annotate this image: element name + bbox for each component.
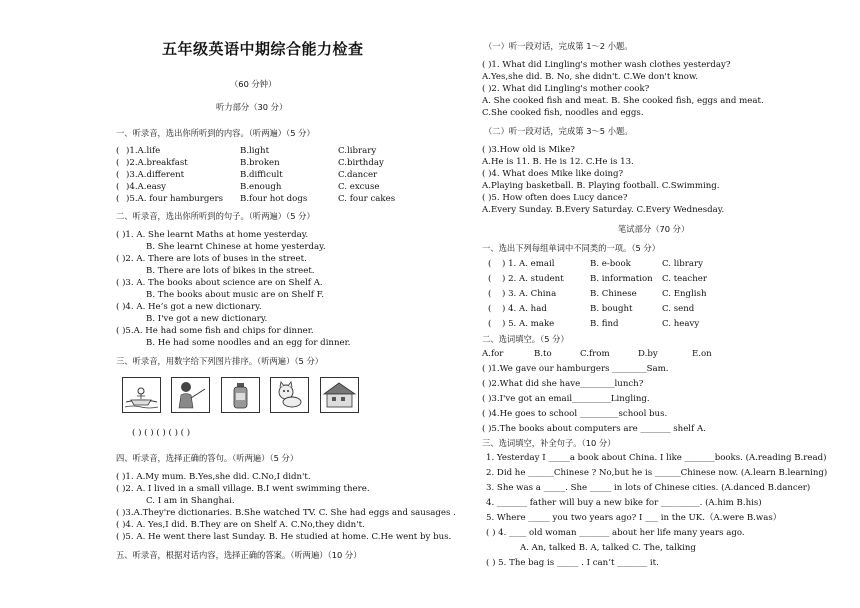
answer-paren[interactable]: ( <box>488 274 492 284</box>
option-a: ) 3. A. China <box>502 289 557 299</box>
question-line: ( )1. A.My mum. B.Yes,she did. C.No,I didn't. <box>116 472 311 482</box>
option-b: B.four hot dogs <box>240 194 308 204</box>
listening-section-header: 听力部分（30 分） <box>216 102 288 112</box>
house-picture <box>320 377 359 413</box>
option-c: C. send <box>662 304 695 314</box>
question-line: ( )5.A. He had some fish and chips for dinner. <box>116 326 314 336</box>
option-c: C. four cakes <box>338 194 396 204</box>
bottle-picture <box>221 377 260 413</box>
option-a: )2.A.breakfast <box>126 158 188 168</box>
teacher-picture <box>171 377 210 413</box>
option-b: B. find <box>590 319 619 329</box>
answer-paren[interactable]: ( <box>116 158 120 168</box>
part-1-title: （一）听一段对话，完成第 1～2 小题。 <box>484 41 633 51</box>
question-line: ( )5. How often does Lucy dance? <box>482 193 628 203</box>
cat-picture <box>270 377 309 413</box>
word-option: A.for <box>482 349 504 359</box>
question-line: ( )4.He goes to school _________school bus. <box>482 409 668 419</box>
question-line: ( )3.A.They're dictionaries. B.She watched TV. C. She had eggs and sausages . <box>116 508 456 518</box>
page-title: 五年级英语中期综合能力检查 <box>162 40 364 58</box>
question-line: 5. Where _____ you two years ago? I ___ in the UK.（A.were B.was） <box>486 513 782 523</box>
written-section-3-title: 三、选词填空，补全句子。（10 分） <box>482 438 616 448</box>
question-line: ( )3.How old is Mike? <box>482 145 575 155</box>
question-line: 1. Yesterday I _____a book about China. I like _______books. (A.reading B.read) <box>486 453 827 463</box>
option-c: C. excuse <box>338 182 380 192</box>
question-line: ( )3. A. The books about science are on Shelf A. <box>116 278 323 288</box>
option-a: ) 4. A. had <box>502 304 547 314</box>
question-line: ( )2.What did she have________lunch? <box>482 379 644 389</box>
question-line: A.Playing basketball. B. Playing football. C.Swimming. <box>482 181 720 191</box>
option-c: C. library <box>662 259 703 269</box>
question-line: C.She cooked fish, noodles and eggs. <box>482 108 644 118</box>
question-line: A. An, talked B. A, talked C. The, talking <box>520 543 696 553</box>
question-line: A.He is 11. B. He is 12. C.He is 13. <box>482 157 634 167</box>
answer-paren[interactable]: ( <box>488 319 492 329</box>
question-line: ( )4. A. Yes,I did. B.They are on Shelf A. C.No,they didn't. <box>116 520 365 530</box>
question-line: ( ) 4. ____ old woman _______ about her life many years ago. <box>486 528 745 538</box>
question-line: ( )4. A. He’s got a new dictionary. <box>116 302 262 312</box>
question-line: 3. She was a _____. She _____ in lots of Chinese cities. (A.danced B.dancer) <box>486 483 811 493</box>
option-b: B. e-book <box>590 259 631 269</box>
option-b: B. information <box>590 274 653 284</box>
question-line: B. The books about music are on Shelf F. <box>146 290 324 300</box>
answer-paren[interactable]: ( <box>488 289 492 299</box>
section-5-title: 五、听录音，根据对话内容，选择正确的答案。（听两遍）（10 分） <box>116 550 362 560</box>
question-line: ( )1. What did Lingling's mother wash clothes yesterday? <box>482 60 731 70</box>
word-option: D.by <box>638 349 658 359</box>
written-section-1-title: 一、选出下列每组单词中不同类的一项。（5 分） <box>482 243 661 253</box>
picture-answer-blanks[interactable]: ( ) ( ) ( ) ( ) ( ) <box>132 428 191 438</box>
option-c: C.birthday <box>338 158 384 168</box>
answer-paren[interactable]: ( <box>116 170 120 180</box>
section-3-title: 三、听录音，用数字给下列图片排序。（听两遍）（5 分） <box>116 356 324 366</box>
question-line: ( )5. A. He went there last Sunday. B. He studied at home. C.He went by bus. <box>116 532 452 542</box>
word-option: E.on <box>692 349 712 359</box>
option-a: ) 2. A. student <box>502 274 564 284</box>
written-section-header: 笔试部分（70 分） <box>618 224 690 234</box>
option-a: ) 5. A. make <box>502 319 555 329</box>
written-section-2-title: 二、选词填空。（5 分） <box>482 334 569 344</box>
option-b: B.light <box>240 146 270 156</box>
option-a: )4.A.easy <box>126 182 166 192</box>
question-line: A. She cooked fish and meat. B. She cooked fish, eggs and meat. <box>482 96 764 106</box>
section-4-title: 四、听录音，选择正确的答句。（听两遍）（5 分） <box>116 453 299 463</box>
boat-picture <box>122 377 161 413</box>
duration-note: （60 分钟） <box>230 79 277 89</box>
question-line: ( )2. A. I lived in a small village. B.I went swimming there. <box>116 484 370 494</box>
answer-paren[interactable]: ( <box>488 304 492 314</box>
option-a: )5.A. four hamburgers <box>126 194 224 204</box>
question-line: ( )2. What did Lingling's mother cook? <box>482 84 650 94</box>
question-line: B. He had some noodles and an egg for dinner. <box>146 338 351 348</box>
word-option: C.from <box>580 349 610 359</box>
question-line: ( )1.We gave our hamburgers ________Sam. <box>482 364 669 374</box>
question-line: 2. Did he ______Chinese ? No,but he is ______Chinese now. (A.learn B.learning) <box>486 468 828 478</box>
option-b: B.difficult <box>240 170 283 180</box>
question-line: B. She learnt Chinese at home yesterday. <box>146 242 326 252</box>
section-1-title: 一、听录音，选出你所听到的内容。（听两遍）（5 分） <box>116 128 315 138</box>
question-line: B. There are lots of bikes in the street. <box>146 266 315 276</box>
question-line: ( )2. A. There are lots of buses in the street. <box>116 254 307 264</box>
part-2-title: （二）听一段对话，完成第 3～5 小题。 <box>484 126 633 136</box>
option-a: ) 1. A. email <box>502 259 555 269</box>
option-b: B.enough <box>240 182 282 192</box>
question-line: ( )5.The books about computers are _______ shelf A. <box>482 424 706 434</box>
question-line: C. I am in Shanghai. <box>146 496 235 506</box>
option-c: C.dancer <box>338 170 378 180</box>
option-b: B. Chinese <box>590 289 637 299</box>
question-line: A.Yes,she did. B. No, she didn't. C.We don't know. <box>482 72 699 82</box>
question-line: ( )4. What does Mike like doing? <box>482 169 624 179</box>
option-a: )1.A.life <box>126 146 161 156</box>
question-line: 4. _______ father will buy a new bike for _________. (A.him B.his) <box>486 498 762 508</box>
answer-paren[interactable]: ( <box>116 194 120 204</box>
option-a: )3.A.different <box>126 170 185 180</box>
answer-paren[interactable]: ( <box>488 259 492 269</box>
question-line: B. I've got a new dictionary. <box>146 314 268 324</box>
option-c: C. heavy <box>662 319 700 329</box>
question-line: ( ) 5. The bag is _____ . I can’t _______ it. <box>486 558 659 568</box>
option-b: B.broken <box>240 158 280 168</box>
section-2-title: 二、听录音，选出你所听到的句子。（听两遍）（5 分） <box>116 211 315 221</box>
option-c: C. teacher <box>662 274 707 284</box>
answer-paren[interactable]: ( <box>116 182 120 192</box>
question-line: ( )3.I've got an email_________Lingling. <box>482 394 650 404</box>
option-c: C.library <box>338 146 377 156</box>
option-c: C. English <box>662 289 707 299</box>
option-b: B. bought <box>590 304 633 314</box>
question-line: A.Every Sunday. B.Every Saturday. C.Every Wednesday. <box>482 205 725 215</box>
word-option: B.to <box>534 349 552 359</box>
question-line: ( )1. A. She learnt Maths at home yesterday. <box>116 230 309 240</box>
answer-paren[interactable]: ( <box>116 146 120 156</box>
